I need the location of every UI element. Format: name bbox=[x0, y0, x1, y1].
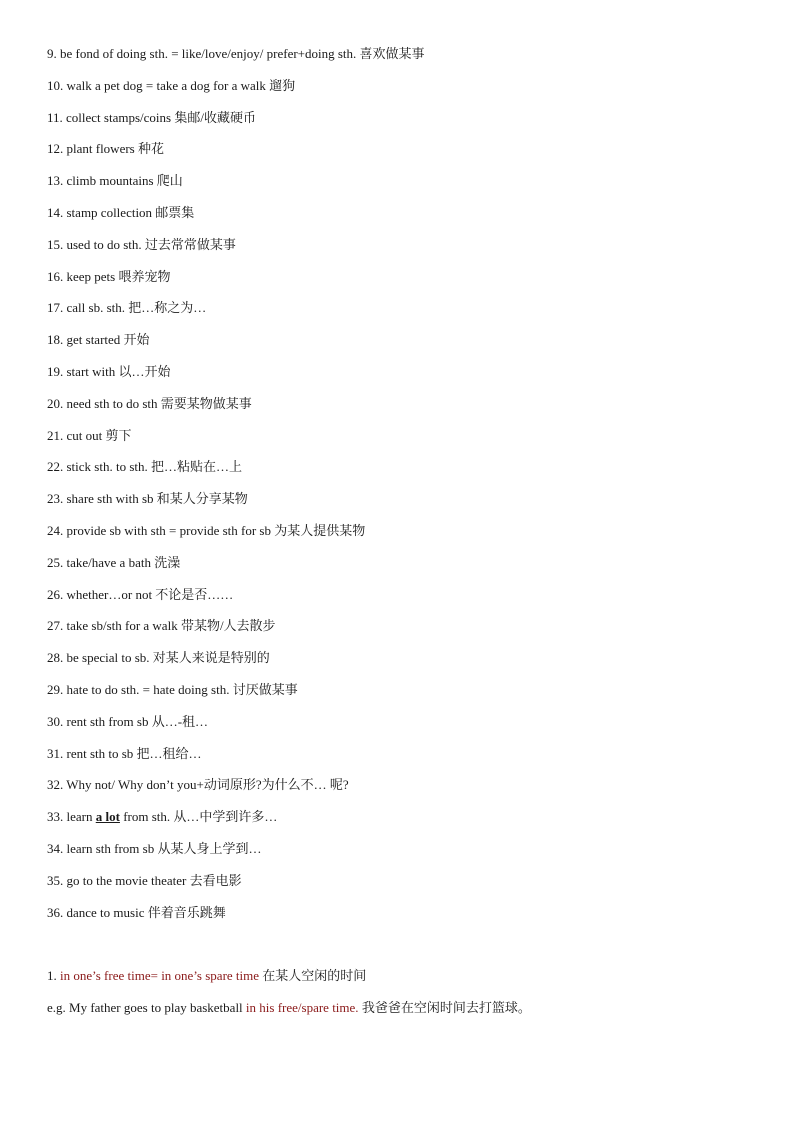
phrase-item-30: 30. rent sth from sb 从…-租… bbox=[47, 713, 209, 729]
phrase-item-9: 9. be fond of doing sth. = like/love/enjoy/ prefer+doing sth. 喜欢做某事 bbox=[47, 46, 425, 61]
phrase-item-34: 34. learn sth from sb 从某人身上学到… bbox=[47, 840, 262, 856]
phrase-item-33 bbox=[47, 807, 425, 839]
example-phrase-highlight: in one’s free time= in one’s spare time bbox=[60, 968, 260, 983]
phrase-item-17: 17. call sb. sth. 把…称之为… bbox=[47, 300, 207, 316]
example-section bbox=[47, 966, 531, 1030]
phrase-item-36: 36. dance to music 伴着音乐跳舞 bbox=[47, 904, 226, 920]
phrase-item-11: 11. collect stamps/coins 集邮/收藏硬币 bbox=[47, 109, 256, 125]
phrase-item-15: 15. used to do sth. 过去常常做某事 bbox=[47, 236, 236, 252]
phrase-item-26: 26. whether…or not 不论是否…… bbox=[47, 586, 234, 602]
example-sentence-line bbox=[47, 998, 531, 1030]
phrase-item-19: 19. start with 以…开始 bbox=[47, 363, 171, 379]
example-phrase-meaning: 在某人空闲的时间 bbox=[259, 968, 367, 983]
example-number: 1. bbox=[47, 968, 60, 983]
example-sentence-prefix: e.g. My father goes to play basketball bbox=[47, 1000, 246, 1015]
phrase-item-10: 10. walk a pet dog = take a dog for a walk 遛狗 bbox=[47, 77, 296, 93]
phrase-item-32: 32. Why not/ Why don’t you+动词原形?为什么不… 呢? bbox=[47, 777, 349, 793]
phrase-item-28: 28. be special to sb. 对某人来说是特别的 bbox=[47, 650, 270, 666]
phrase-item-14: 14. stamp collection 邮票集 bbox=[47, 204, 195, 220]
example-sentence-highlight: in his free/spare time. bbox=[245, 1000, 359, 1015]
phrase-item-25: 25. take/have a bath 洗澡 bbox=[47, 554, 181, 570]
phrase-33-prefix: 33. learn bbox=[47, 809, 96, 825]
phrase-item-27: 27. take sb/sth for a walk 带某物/人去散步 bbox=[47, 618, 276, 634]
example-phrase-line bbox=[47, 966, 531, 998]
phrase-33-suffix: from sth. 从…中学到许多… bbox=[119, 809, 278, 825]
phrase-item-18: 18. get started 开始 bbox=[47, 332, 150, 348]
phrase-item-23: 23. share sth with sb 和某人分享某物 bbox=[47, 491, 248, 507]
phrase-item-24: 24. provide sb with sth = provide sth for sb 为某人提供某物 bbox=[47, 522, 366, 538]
phrase-item-20: 20. need sth to do sth 需要某物做某事 bbox=[47, 395, 252, 411]
phrase-item-29: 29. hate to do sth. = hate doing sth. 讨厌做某事 bbox=[47, 681, 298, 697]
phrase-item-21: 21. cut out 剪下 bbox=[47, 427, 132, 443]
phrase-item-12: 12. plant flowers 种花 bbox=[47, 141, 164, 157]
phrase-item-13: 13. climb mountains 爬山 bbox=[47, 173, 183, 189]
phrase-item-16: 16. keep pets 喂养宠物 bbox=[47, 268, 171, 284]
phrase-item-31: 31. rent sth to sb 把…租给… bbox=[47, 745, 202, 761]
phrase-list bbox=[47, 44, 425, 934]
phrase-item-35: 35. go to the movie theater 去看电影 bbox=[47, 872, 242, 888]
example-sentence-translation: 我爸爸在空闲时间去打篮球。 bbox=[358, 1000, 531, 1015]
phrase-item-22: 22. stick sth. to sth. 把…粘贴在…上 bbox=[47, 459, 243, 475]
phrase-33-emphasis: a lot bbox=[95, 809, 120, 825]
